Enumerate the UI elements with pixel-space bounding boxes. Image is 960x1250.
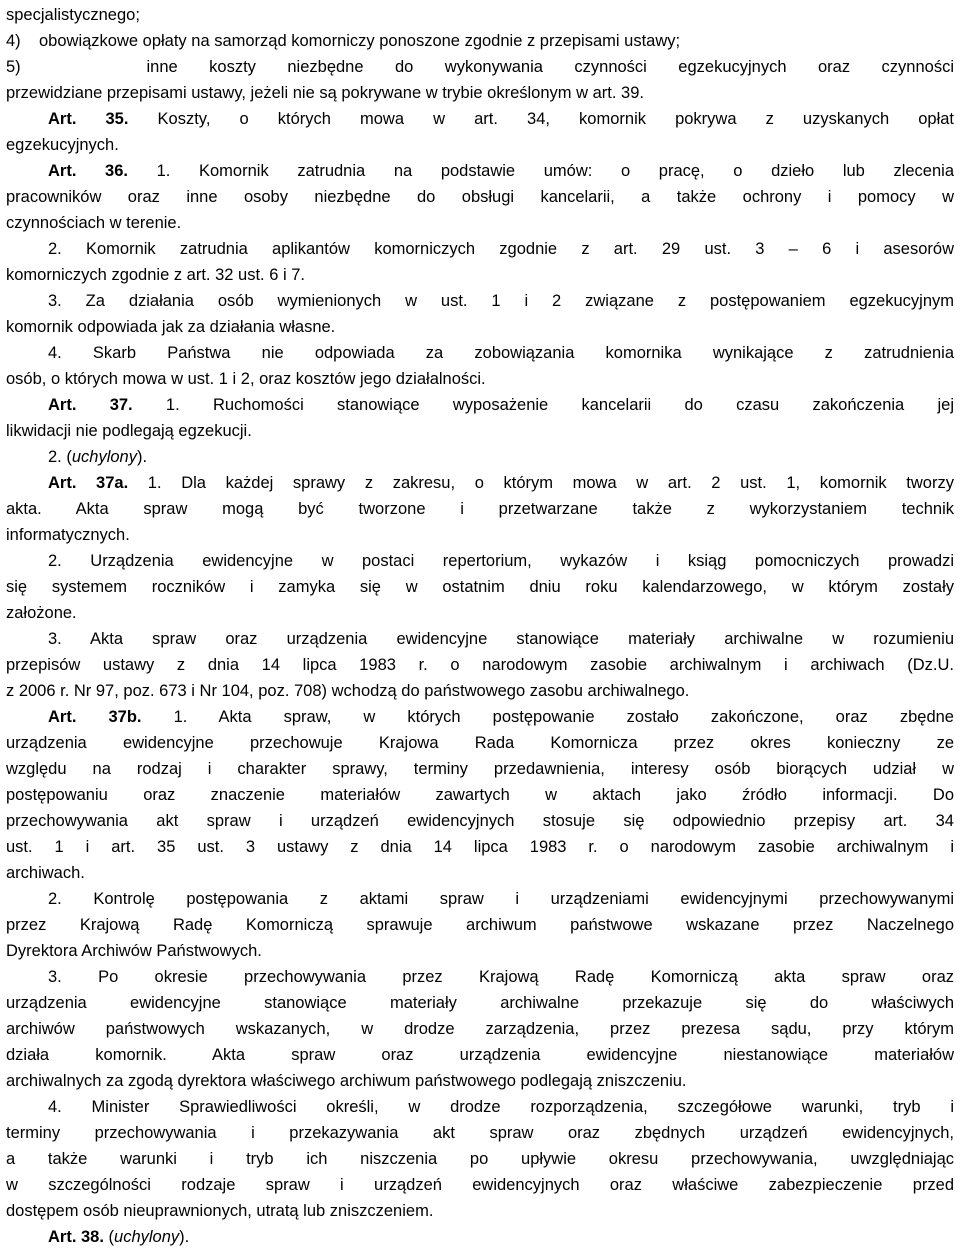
article-number: Art. 36. — [48, 162, 128, 180]
line-text: 5) inne koszty niezbędne do wykonywania czynności egzekucyjnych oraz czynności — [6, 58, 954, 76]
text-line — [6, 756, 954, 782]
line-text: przechowywania akt spraw i urządzeń ewidencyjnych stosuje się odpowiednio przepisy art. 34 — [6, 812, 954, 830]
line-text: archiwach. — [6, 864, 85, 882]
line-text: urządzenia ewidencyjne przechowuje Krajowa Rada Komornicza przez okres konieczny ze — [6, 734, 954, 752]
text-line — [6, 808, 954, 834]
line-text: terminy przechowywania i przekazywania akt spraw oraz zbędnych urządzeń ewidencyjnych, — [6, 1124, 954, 1142]
line-text: 4) obowiązkowe opłaty na samorząd komorniczy ponoszone zgodnie z przepisami ustawy; — [6, 32, 681, 50]
text-line — [6, 860, 954, 886]
text-line — [6, 262, 954, 288]
text-line — [6, 600, 954, 626]
text-line — [6, 522, 954, 548]
text-line — [6, 1172, 954, 1198]
line-text: z 2006 r. Nr 97, poz. 673 i Nr 104, poz. 708) wchodzą do państwowego zasobu archiwalnego. — [6, 682, 690, 700]
line-text: Dyrektora Archiwów Państwowych. — [6, 942, 262, 960]
line-text: komornik odpowiada jak za działania własne. — [6, 318, 336, 336]
line-text: przewidziane przepisami ustawy, jeżeli nie są pokrywane w trybie określonym w art. 39. — [6, 84, 644, 102]
text-line — [6, 444, 954, 470]
text-line — [6, 548, 954, 574]
line-text: ). — [179, 1228, 190, 1246]
line-text: 1. Komornik zatrudnia na podstawie umów: o pracę, o dzieło lub zlecenia — [127, 162, 954, 180]
text-line — [6, 652, 954, 678]
line-text: założone. — [6, 604, 77, 622]
line-text: specjalistycznego; — [6, 6, 140, 24]
text-line — [6, 964, 954, 990]
text-line — [6, 132, 954, 158]
line-text: urządzenia ewidencyjne stanowiące materiały archiwalne przekazuje się do właściwych — [6, 994, 954, 1012]
line-text: pracowników oraz inne osoby niezbędne do obsługi kancelarii, a także ochrony i pomocy w — [6, 188, 954, 206]
article-number: Art. 37b. — [48, 708, 142, 726]
text-line — [6, 366, 954, 392]
text-line — [6, 470, 954, 496]
text-line — [6, 938, 954, 964]
text-line — [6, 1016, 954, 1042]
text-line — [6, 1146, 954, 1172]
line-text: a także warunki i tryb ich niszczenia po upływie okresu przechowywania, uwzględniając — [6, 1150, 954, 1168]
line-text: 2. Kontrolę postępowania z aktami spraw i urządzeniami ewidencyjnymi przechowywanymi — [48, 890, 954, 908]
line-text: dostępem osób nieuprawnionych, utratą lub zniszczeniem. — [6, 1202, 434, 1220]
text-line — [6, 184, 954, 210]
line-text: postępowaniu oraz znaczenie materiałów zawartych w aktach jako źródło informacji. Do — [6, 786, 954, 804]
line-text: 4. Skarb Państwa nie odpowiada za zobowiązania komornika wynikające z zatrudnienia — [48, 344, 954, 362]
text-line — [6, 1068, 954, 1094]
line-text: 3. Po okresie przechowywania przez Krajową Radę Komorniczą akta spraw oraz — [48, 968, 954, 986]
line-text: w szczególności rodzaje spraw i urządzeń ewidencyjnych oraz właściwe zabezpieczenie przed — [6, 1176, 954, 1194]
line-text: archiwów państwowych wskazanych, w drodze zarządzenia, przez prezesa sądu, przy którym — [6, 1020, 954, 1038]
line-text: likwidacji nie podlegają egzekucji. — [6, 422, 252, 440]
text-line — [6, 626, 954, 652]
line-text: archiwalnych za zgodą dyrektora właściwego archiwum państwowego podlegają zniszczeniu. — [6, 1072, 687, 1090]
text-line — [6, 392, 954, 418]
text-line — [6, 340, 954, 366]
text-line — [6, 80, 954, 106]
text-line — [6, 1198, 954, 1224]
line-text: egzekucyjnych. — [6, 136, 119, 154]
line-text: przepisów ustawy z dnia 14 lipca 1983 r. o narodowym zasobie archiwalnym i archiwach (Dz.U. — [6, 656, 954, 674]
text-line — [6, 704, 954, 730]
text-line — [6, 990, 954, 1016]
line-text: działa komornik. Akta spraw oraz urządzenia ewidencyjne niestanowiące materiałów — [6, 1046, 954, 1064]
text-line — [6, 834, 954, 860]
line-text: osób, o których mowa w ust. 1 i 2, oraz kosztów jego działalności. — [6, 370, 486, 388]
text-line — [6, 106, 954, 132]
line-text: 1. Ruchomości stanowiące wyposażenie kancelarii do czasu zakończenia jej — [132, 396, 954, 414]
text-line — [6, 2, 954, 28]
text-line — [6, 1120, 954, 1146]
line-text: 3. Za działania osób wymienionych w ust. 1 i 2 związane z postępowaniem egzekucyjnym — [48, 292, 954, 310]
line-text: komorniczych zgodnie z art. 32 ust. 6 i 7. — [6, 266, 305, 284]
repealed-note: uchylony — [71, 448, 137, 466]
text-line — [6, 418, 954, 444]
line-text: ). — [136, 448, 148, 466]
article-number: Art. 37a. — [48, 474, 129, 492]
line-text: 2. Urządzenia ewidencyjne w postaci repertorium, wykazów i ksiąg pomocniczych prowadzi — [48, 552, 954, 570]
line-text: Koszty, o których mowa w art. 34, komornik pokrywa z uzyskanych opłat — [128, 110, 954, 128]
line-text: 3. Akta spraw oraz urządzenia ewidencyjne stanowiące materiały archiwalne w rozumieniu — [48, 630, 954, 648]
line-text: 4. Minister Sprawiedliwości określi, w drodze rozporządzenia, szczegółowe warunki, tryb i — [48, 1098, 954, 1116]
text-line — [6, 210, 954, 236]
text-line — [6, 678, 954, 704]
text-line — [6, 314, 954, 340]
line-text: 1. Dla każdej sprawy z zakresu, o którym mowa w art. 2 ust. 1, komornik tworzy — [128, 474, 954, 492]
text-line — [6, 28, 954, 54]
text-line — [6, 158, 954, 184]
line-text: ust. 1 i art. 35 ust. 3 ustawy z dnia 14 lipca 1983 r. o narodowym zasobie archiwalnym i — [6, 838, 954, 856]
article-number: Art. 38. — [48, 1228, 104, 1246]
text-line — [6, 912, 954, 938]
text-line — [6, 1224, 954, 1250]
line-text: przez Krajową Radę Komorniczą sprawuje archiwum państwowe wskazane przez Naczelnego — [6, 916, 954, 934]
line-text: 1. Akta spraw, w których postępowanie zostało zakończone, oraz zbędne — [141, 708, 954, 726]
text-line — [6, 288, 954, 314]
line-text: względu na rodzaj i charakter sprawy, terminy przedawnienia, interesy osób biorących udział w — [6, 760, 954, 778]
text-line — [6, 236, 954, 262]
text-line — [6, 730, 954, 756]
text-line — [6, 886, 954, 912]
line-text: akta. Akta spraw mogą być tworzone i przetwarzane także z wykorzystaniem technik — [6, 500, 954, 518]
line-text: informatycznych. — [6, 526, 130, 544]
line-text: 2. ( — [48, 448, 72, 466]
line-text: się systemem roczników i zamyka się w ostatnim dniu roku kalendarzowego, w którym zostały — [6, 578, 954, 596]
line-text: ( — [103, 1228, 115, 1246]
line-text: 2. Komornik zatrudnia aplikantów komorniczych zgodnie z art. 29 ust. 3 – 6 i asesorów — [48, 240, 954, 258]
text-line — [6, 1042, 954, 1068]
text-line — [6, 574, 954, 600]
text-line — [6, 1094, 954, 1120]
line-text: czynnościach w terenie. — [6, 214, 182, 232]
article-number: Art. 37. — [48, 396, 133, 414]
text-line — [6, 54, 954, 80]
text-line — [6, 782, 954, 808]
article-number: Art. 35. — [48, 110, 129, 128]
text-line — [6, 496, 954, 522]
repealed-note: uchylony — [114, 1228, 180, 1246]
